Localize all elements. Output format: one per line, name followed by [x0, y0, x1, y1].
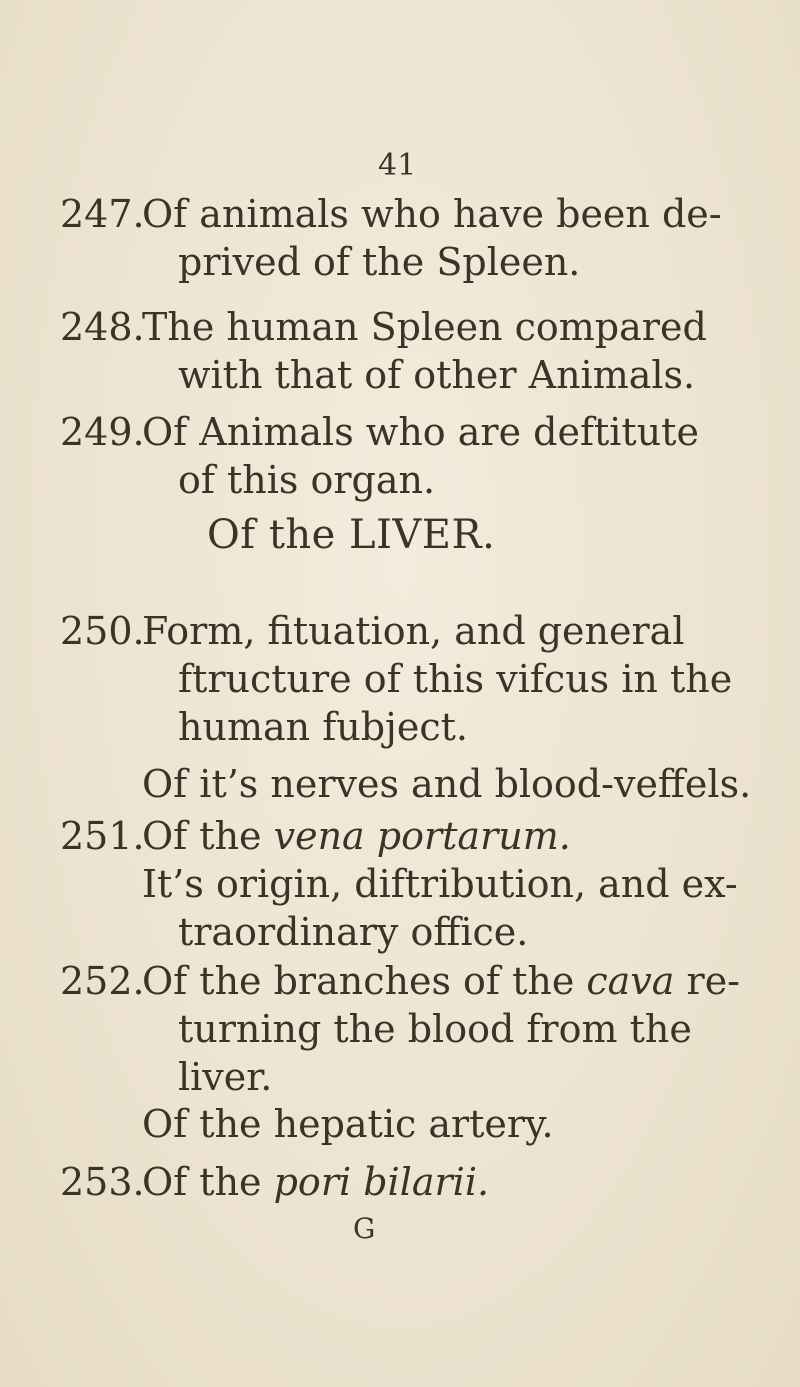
entry-line-roman: Of the [142, 814, 274, 858]
entry-247 [60, 190, 760, 286]
entry-number: 251. [60, 814, 145, 858]
entry-252 [60, 957, 760, 1101]
entry-line: liver. [178, 1055, 273, 1099]
entry-line: with that of other Animals. [178, 353, 696, 397]
entry-251 [60, 812, 760, 956]
section-heading-liver: Of the LIVER. [207, 512, 496, 558]
entry-line-italic: pori bilarii. [273, 1160, 490, 1204]
entry-line-italic: vena portarum. [273, 814, 571, 858]
entry-249 [60, 408, 760, 504]
entry-248 [60, 303, 760, 399]
entry-line: It’s origin, diftribution, and ex- [142, 862, 738, 906]
entry-line-roman: Of the [142, 1160, 274, 1204]
entry-line: traordinary office. [178, 910, 529, 954]
entry-250 [60, 607, 760, 751]
entry-number: 247. [60, 192, 145, 236]
entry-line: The human Spleen compared [142, 305, 707, 349]
entry-253 [60, 1158, 760, 1206]
entry-number: 253. [60, 1160, 145, 1204]
entry-line-roman: Of the branches of the [142, 959, 587, 1003]
entry-line-roman: re- [674, 959, 741, 1003]
entry-line-italic: cava [586, 959, 675, 1003]
entry-line: human fubject. [178, 705, 468, 749]
entry-number: 248. [60, 305, 145, 349]
entry-line: turning the blood from the [178, 1007, 692, 1051]
entry-number: 252. [60, 959, 145, 1003]
subheading-artery: Of the hepatic artery. [142, 1102, 554, 1146]
entry-number: 250. [60, 609, 145, 653]
entry-line: ftructure of this vifcus in the [178, 657, 733, 701]
entry-number: 249. [60, 410, 145, 454]
entry-line: prived of the Spleen. [178, 240, 581, 284]
entry-line: Of animals who have been de- [142, 192, 722, 236]
page-number: 41 [378, 148, 417, 183]
entry-line: Of Animals who are deftitute [142, 410, 699, 454]
subheading-nerves: Of it’s nerves and blood-veffels. [142, 762, 752, 806]
entry-line: of this organ. [178, 458, 436, 502]
entry-line: Form, fituation, and general [142, 609, 685, 653]
signature-mark: G [353, 1212, 376, 1245]
